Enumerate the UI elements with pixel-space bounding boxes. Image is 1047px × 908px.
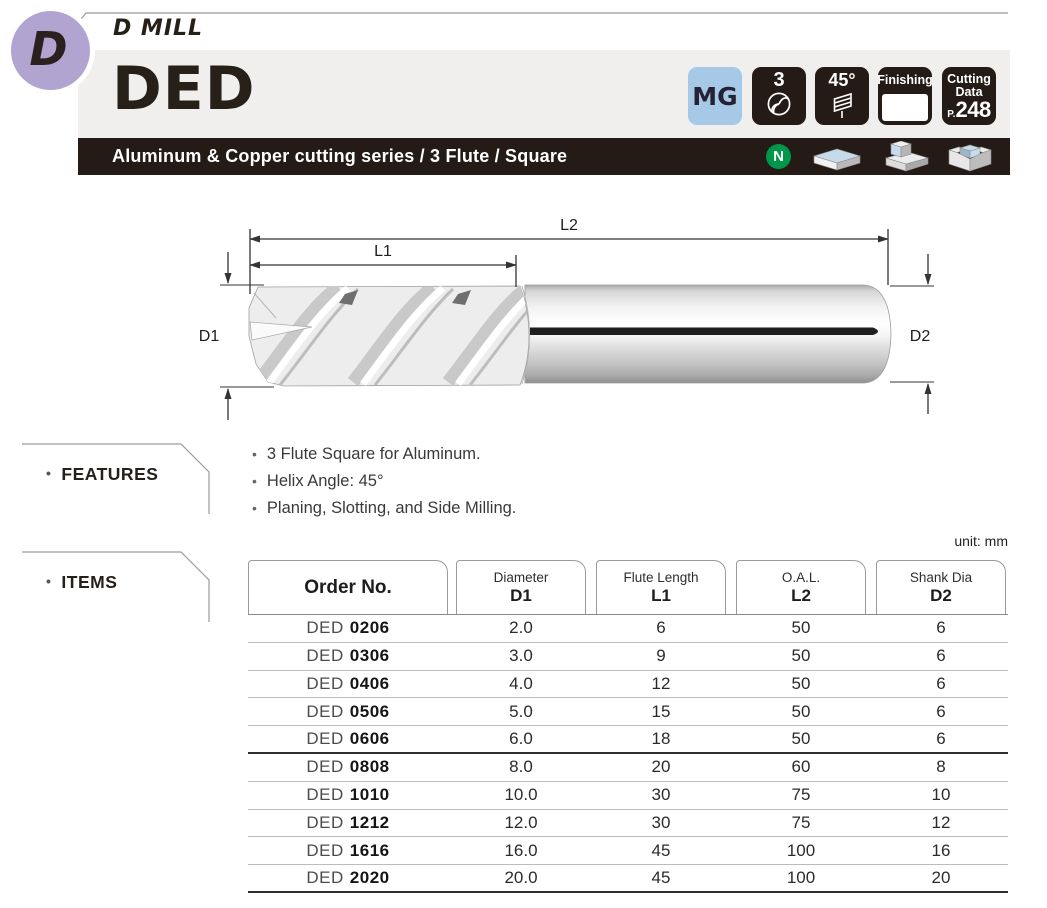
- order-series: DED: [306, 757, 344, 777]
- d2-cell: 20: [931, 868, 951, 888]
- table-row: [248, 698, 1008, 726]
- d2-cell: 6: [936, 701, 946, 721]
- dim-label-d2: D2: [909, 328, 931, 345]
- d1-cell: 8.0: [509, 757, 533, 777]
- series-badge-letter: D: [29, 21, 68, 76]
- items-heading: • ITEMS: [46, 572, 118, 592]
- d1-cell: 20.0: [504, 868, 538, 888]
- d1-cell: 4.0: [509, 673, 533, 693]
- product-code: DED: [112, 54, 256, 124]
- category-bar-text: Aluminum & Copper cutting series / 3 Flute / Square: [112, 146, 568, 166]
- d2-cell: 8: [936, 757, 946, 777]
- l2-cell: 50: [791, 701, 811, 721]
- order-code: 1212: [349, 812, 390, 832]
- table-row: [248, 810, 1008, 838]
- items-table-header: [248, 560, 1008, 614]
- feature-item: [252, 468, 516, 495]
- d1-cell: 2.0: [509, 618, 533, 638]
- shank-stripe: [530, 328, 878, 336]
- dim-label-l2: L2: [560, 217, 578, 234]
- l1-cell: 6: [656, 618, 666, 638]
- l1-cell: 15: [651, 701, 671, 721]
- d2-cell: 6: [936, 729, 946, 749]
- table-row: [248, 671, 1008, 699]
- table-row: [248, 615, 1008, 643]
- helix-angle-icon: [828, 91, 856, 120]
- l2-cell: 100: [786, 840, 816, 860]
- l2-cell: 75: [791, 785, 811, 805]
- column-header-l1: Flute Length L1: [596, 560, 726, 614]
- order-code: 0506: [349, 701, 390, 721]
- material-grade-badge: [688, 67, 742, 125]
- column-header-d1: Diameter D1: [456, 560, 586, 614]
- feature-text: Helix Angle: 45°: [266, 472, 384, 490]
- order-no-cell: [248, 785, 448, 805]
- series-badge: [11, 11, 90, 90]
- features-heading-bullet: •: [46, 465, 52, 481]
- d1-cell: 5.0: [509, 701, 533, 721]
- l1-cell: 12: [651, 673, 671, 693]
- items-table-body: [248, 614, 1008, 893]
- order-code: 0206: [349, 618, 390, 638]
- l1-cell: 45: [651, 840, 671, 860]
- table-row: [248, 726, 1008, 754]
- d1-cell: 10.0: [504, 785, 538, 805]
- feature-bullet: •: [252, 446, 257, 462]
- category-bar: [78, 138, 1010, 175]
- l2-cell: 50: [791, 729, 811, 749]
- feature-item: [252, 441, 516, 468]
- flute-section: [249, 286, 548, 386]
- finishing-badge: [878, 67, 932, 125]
- cutting-data-line2: Data: [955, 85, 983, 99]
- order-series: DED: [306, 729, 344, 749]
- table-row: [248, 865, 1008, 893]
- order-code: 0808: [349, 757, 390, 777]
- l2-cell: 100: [786, 868, 816, 888]
- order-series: DED: [306, 868, 344, 888]
- feature-bullet: •: [252, 500, 257, 516]
- l2-cell: 60: [791, 757, 811, 777]
- l2-cell: 50: [791, 618, 811, 638]
- l1-cell: 9: [656, 646, 666, 666]
- d1-cell: 6.0: [509, 729, 533, 749]
- order-series: DED: [306, 618, 344, 638]
- l2-cell: 50: [791, 673, 811, 693]
- order-no-cell: [248, 841, 448, 861]
- d1-cell: 3.0: [509, 646, 533, 666]
- coating-n-badge: [766, 144, 791, 169]
- dim-label-d1: D1: [198, 328, 220, 345]
- feature-item: [252, 495, 516, 522]
- d1-cell: 12.0: [504, 812, 538, 832]
- l1-cell: 45: [651, 868, 671, 888]
- l1-cell: 30: [651, 785, 671, 805]
- order-code: 1010: [349, 785, 390, 805]
- feature-bullet: •: [252, 473, 257, 489]
- helix-angle-label: 45°: [828, 70, 856, 90]
- side-milling-icon: [884, 141, 930, 172]
- cutting-data-page-number: 248: [955, 97, 991, 122]
- order-no-cell: [248, 618, 448, 638]
- cutting-data-page-prefix: P.: [947, 109, 956, 120]
- flute-count-badge: [752, 67, 806, 125]
- column-header-order-no: Order No.: [248, 560, 448, 614]
- material-grade-label: MG: [692, 81, 738, 111]
- order-no-cell: [248, 674, 448, 694]
- l1-cell: 20: [651, 757, 671, 777]
- cutting-data-line1: Cutting: [947, 72, 991, 86]
- technical-drawing: [180, 198, 940, 433]
- order-code: 0606: [349, 729, 390, 749]
- finishing-swatch: [882, 94, 928, 121]
- helix-angle-badge: [815, 67, 869, 125]
- order-no-cell: [248, 813, 448, 833]
- l1-cell: 18: [651, 729, 671, 749]
- flute-cross-section-icon: [765, 91, 793, 119]
- d2-cell: 6: [936, 646, 946, 666]
- order-code: 0306: [349, 646, 390, 666]
- order-code: 1616: [349, 840, 390, 860]
- flute-count-label: 3: [773, 69, 785, 91]
- l1-cell: 30: [651, 812, 671, 832]
- unit-note: unit: mm: [954, 533, 1008, 549]
- l2-cell: 50: [791, 646, 811, 666]
- order-series: DED: [306, 673, 344, 693]
- slotting-icon: [946, 141, 994, 172]
- order-code: 0406: [349, 673, 390, 693]
- order-code: 2020: [349, 868, 390, 888]
- table-row: [248, 643, 1008, 671]
- d2-cell: 16: [931, 840, 951, 860]
- d2-cell: 6: [936, 673, 946, 693]
- items-heading-bullet: •: [46, 573, 52, 589]
- order-series: DED: [306, 701, 344, 721]
- items-table: [248, 560, 1008, 893]
- table-row: [248, 782, 1008, 810]
- order-no-cell: [248, 868, 448, 888]
- d2-cell: 10: [931, 785, 951, 805]
- order-series: DED: [306, 785, 344, 805]
- features-heading: • FEATURES: [46, 464, 159, 484]
- order-no-cell: [248, 702, 448, 722]
- series-name: D MILL: [113, 16, 204, 41]
- column-header-l2: O.A.L. L2: [736, 560, 866, 614]
- d2-cell: 12: [931, 812, 951, 832]
- finishing-label: Finishing: [877, 73, 933, 87]
- column-header-d2: Shank Dia D2: [876, 560, 1006, 614]
- order-series: DED: [306, 812, 344, 832]
- cutting-data-badge: [942, 67, 996, 125]
- order-series: DED: [306, 646, 344, 666]
- order-no-cell: [248, 729, 448, 749]
- feature-text: 3 Flute Square for Aluminum.: [266, 445, 481, 463]
- order-no-cell: [248, 646, 448, 666]
- coating-n-letter: N: [773, 148, 784, 165]
- dim-label-l1: L1: [374, 243, 392, 260]
- feature-text: Planing, Slotting, and Side Milling.: [266, 499, 517, 517]
- d1-cell: 16.0: [504, 840, 538, 860]
- l2-cell: 75: [791, 812, 811, 832]
- features-list: [252, 441, 516, 522]
- order-series: DED: [306, 840, 344, 860]
- table-row: [248, 837, 1008, 865]
- planing-icon: [812, 147, 862, 171]
- table-row: [248, 754, 1008, 782]
- d2-cell: 6: [936, 618, 946, 638]
- order-no-cell: [248, 757, 448, 777]
